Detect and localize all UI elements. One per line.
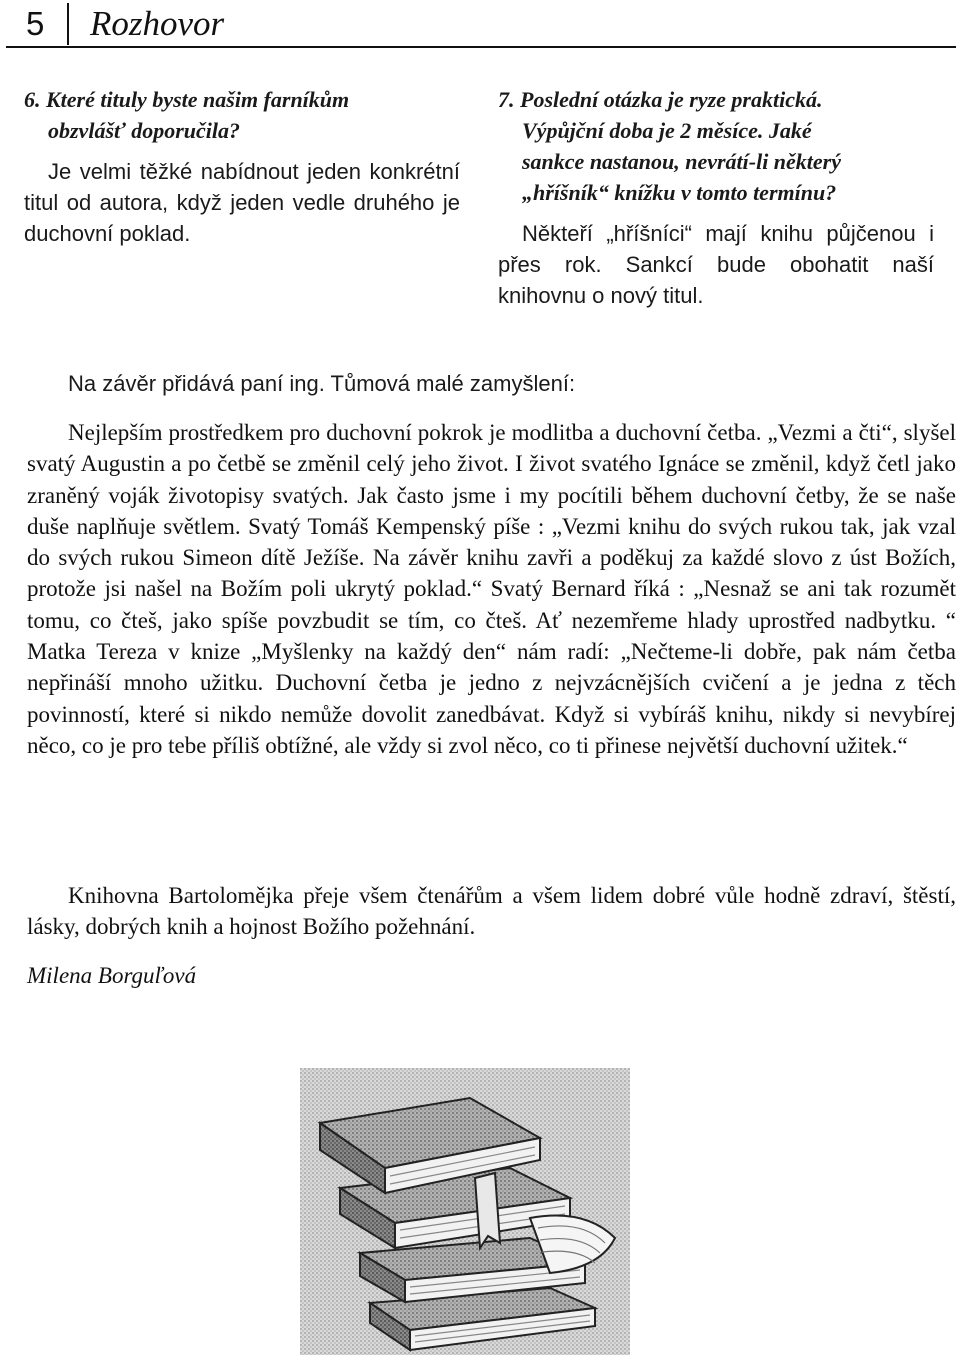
question-7-line1: 7. Poslední otázka je ryze praktická. xyxy=(498,87,823,112)
author-signature: Milena Borguľová xyxy=(27,963,197,988)
page-number: 5 xyxy=(26,5,45,42)
question-7-line2: Výpůjční doba je 2 měsíce. Jaké xyxy=(522,118,812,143)
question-7-block xyxy=(498,84,934,311)
header-rule xyxy=(6,46,956,48)
closing-paragraph: Knihovna Bartolomějka přeje všem čtenářům a všem lidem dobré vůle hodně zdraví, štěstí, lásky, dobrých knih a hojnost Božího požehnání. xyxy=(27,883,956,940)
question-6-line1: 6. Které tituly byste našim farníkům xyxy=(24,87,350,112)
question-6-block xyxy=(24,84,460,249)
answer-7: Někteří „hříšníci“ mají knihu půjčenou i přes rok. Sankcí bude obohatit naší knihovnu o nový titul. xyxy=(498,221,934,308)
reflection-paragraph: Nejlepším prostředkem pro duchovní pokrok je modlitba a duchovní četba. „Vezmi a čti“, slyšel svatý Augustin a po četbě se změnil celý jeho život. I život svatého Ignáce se změnil, když četl jako zraněný voják životopisy svatých. Jak často jsme i my pocítili během duchovní četby, že se naše duše naplňuje světlem. Svatý Tomáš Kempenský píše : „Vezmi knihu do svých rukou tak, jak vzal do svých rukou Simeon dítě Ježíše. Na závěr knihu zavři a poděkuj za každé slovo z úst Božích, protože jsi našel na Božím poli ukrytý poklad.“ Svatý Bernard říká : „Nesnaž se ani tak rozumět tomu, co čteš, jako spíše povzbudit se tím, co čteš. Ať nezemřeme hlady uprostřed nadbytku. “ Matka Tereza v knize „Myšlenky na každý den“ nám radí: „Nečteme-li dobře, pak nám četba nepřináší mnoho užitku. Duchovní četba je jedno z nejvzácnějších cvičení a je jedna z těch povinností, které si nikdo nemůže dovolit zanedbávat. Když si vybíráš knihu, nikdy si nevybírej něco, co je pro tebe příliš obtížné, ale vždy si zvol něco, co ti přinese největší duchovní užitek.“ xyxy=(27,420,956,758)
question-6 xyxy=(24,84,460,146)
answer-6: Je velmi těžké nabídnout jeden konkrétní titul od autora, když jeden vedle druhého je duchovní poklad. xyxy=(24,159,460,246)
intro-line: Na závěr přidává paní ing. Tůmová malé zamyšlení: xyxy=(68,371,576,396)
stack-of-books-icon xyxy=(300,1068,630,1355)
question-7-line3: sankce nastanou, nevrátí-li některý xyxy=(522,149,842,174)
section-title: Rozhovor xyxy=(90,4,225,43)
question-7 xyxy=(498,84,934,208)
question-6-line2: obzvlášť doporučila? xyxy=(48,118,240,143)
header-separator xyxy=(67,3,69,45)
question-7-line4: „hříšník“ knížku v tomto termínu? xyxy=(522,180,837,205)
page-header xyxy=(0,0,960,50)
